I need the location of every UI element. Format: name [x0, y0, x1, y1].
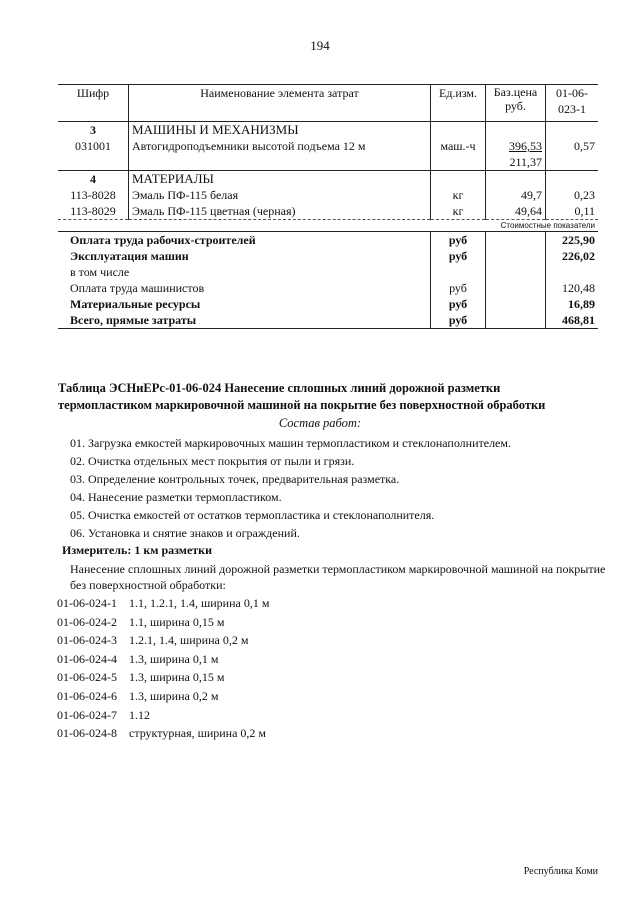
table-row [58, 138, 598, 171]
norm-code: 01-06-024-1 [57, 596, 117, 610]
resource-unit: кг [431, 203, 486, 220]
footer-region: Республика Коми [523, 866, 598, 877]
norm-text: 1.3, ширина 0,1 м [129, 651, 219, 666]
list-item: 06. Установка и снятие знаков и ограждений. [70, 526, 300, 540]
total-label: Оплата труда машинистов [70, 281, 205, 295]
resource-name: Автогидроподъемники высотой подъема 12 м [129, 138, 431, 171]
list-item: 02. Очистка отдельных мест покрытия от пыли и грязи. [70, 454, 355, 468]
resource-unit: маш.-ч [431, 138, 486, 171]
work-composition-title: Состав работ: [278, 416, 362, 430]
resource-value: 0,11 [546, 203, 599, 220]
norm-text: 1.1, ширина 0,15 м [129, 614, 225, 629]
table-row [58, 203, 598, 220]
norm-code: 01-06-024-6 [57, 688, 117, 703]
table-header-row [58, 85, 598, 122]
resource-price: 49,64 [486, 203, 546, 220]
resource-unit: кг [431, 187, 486, 203]
total-unit: руб [431, 280, 486, 296]
header-price: Баз.цена руб. [486, 85, 546, 122]
list-item: 01. Загрузка емкостей маркировочных машин термопластиком и стеклонаполнителем. [70, 436, 511, 450]
total-row [58, 264, 598, 280]
code-row [57, 687, 269, 706]
code-row [57, 594, 269, 613]
header-unit: Ед.изм. [431, 85, 486, 122]
resource-value: 0,57 [546, 138, 599, 171]
section-row [58, 122, 598, 139]
resource-price-main: 396,53 [509, 139, 542, 153]
resource-name: Эмаль ПФ-115 белая [129, 187, 431, 203]
total-value: 226,02 [546, 248, 599, 264]
total-row [58, 232, 598, 249]
total-unit [431, 264, 486, 280]
total-value: 225,90 [546, 232, 599, 249]
code-row [57, 613, 269, 632]
list-item: 05. Очистка емкостей от остатков термопластика и стеклонаполнителя. [70, 508, 435, 522]
norm-text: 1.1, 1.2.1, 1.4, ширина 0,1 м [129, 596, 270, 610]
cost-indicators-label: Стоимостные показатели [58, 220, 598, 232]
cost-table [58, 84, 598, 329]
code-row [57, 650, 269, 669]
list-item: 03. Определение контрольных точек, предварительная разметка. [70, 472, 400, 486]
resource-price-secondary: 211,37 [509, 155, 542, 169]
total-label: Всего, прямые затраты [58, 312, 431, 329]
section-heading-line: Таблица ЭСНиЕРс-01-06-024 Нанесение сплошных линий дорожной разметки [58, 381, 501, 395]
measure-unit: Измеритель: 1 км разметки [62, 543, 213, 557]
norm-code: 01-06-024-5 [57, 670, 117, 685]
norm-code: 01-06-024-8 [57, 726, 117, 741]
section-number: 4 [58, 171, 129, 188]
description: Нанесение сплошных линий дорожной разметки термопластиком маркировочной машиной на покрытие без поверхностной обработки: [70, 562, 606, 592]
norm-text: 1.12 [129, 707, 150, 722]
total-unit: руб [431, 312, 486, 329]
norm-text: 1.3, ширина 0,2 м [129, 688, 219, 703]
code-row [57, 668, 269, 687]
code-row [57, 724, 269, 743]
code-list [57, 594, 269, 743]
header-code: Шифр [58, 85, 129, 122]
total-row [58, 312, 598, 329]
section-title: МАТЕРИАЛЫ [129, 171, 431, 188]
total-row [58, 296, 598, 312]
total-label: Материальные ресурсы [70, 297, 201, 311]
norm-code: 01-06-024-4 [57, 651, 117, 666]
norm-text: 1.3, ширина 0,15 м [129, 670, 225, 685]
total-value [546, 264, 599, 280]
total-row [58, 248, 598, 264]
resource-name: Эмаль ПФ-115 цветная (черная) [129, 203, 431, 220]
header-norm-code: 01-06-023-1 [546, 85, 599, 122]
total-value: 120,48 [546, 280, 599, 296]
norm-code: 01-06-024-7 [57, 707, 117, 722]
total-unit: руб [431, 296, 486, 312]
resource-code: 113-8029 [70, 204, 116, 218]
resource-price [486, 138, 546, 171]
total-label: Оплата труда рабочих-строителей [58, 232, 431, 249]
total-row [58, 280, 598, 296]
resource-price: 49,7 [486, 187, 546, 203]
code-row [57, 631, 269, 650]
total-label: в том числе [70, 265, 130, 279]
section-heading [58, 380, 618, 414]
table-row [58, 187, 598, 203]
norm-code: 01-06-024-2 [57, 614, 117, 629]
section-row [58, 171, 598, 188]
resource-value: 0,23 [546, 187, 599, 203]
norm-text: структурная, ширина 0,2 м [129, 726, 267, 741]
resource-code: 113-8028 [70, 188, 116, 202]
page-number: 194 [310, 38, 330, 53]
norm-text: 1.2.1, 1.4, ширина 0,2 м [129, 633, 249, 648]
section-number: 3 [90, 123, 96, 137]
norm-code: 01-06-024-3 [57, 633, 117, 648]
cost-indicators-row [58, 220, 598, 232]
total-unit: руб [431, 232, 486, 249]
section-heading-line: термопластиком маркировочной машиной на покрытие без поверхностной обработки [58, 398, 546, 412]
code-row [57, 706, 269, 725]
header-name: Наименование элемента затрат [129, 85, 431, 122]
work-list [70, 434, 511, 542]
section-title: МАШИНЫ И МЕХАНИЗМЫ [129, 122, 431, 139]
resource-code: 031001 [75, 139, 111, 153]
total-value: 16,89 [546, 296, 599, 312]
total-value: 468,81 [546, 312, 599, 329]
total-label: Эксплуатация машин [70, 249, 189, 263]
total-unit: руб [431, 248, 486, 264]
list-item: 04. Нанесение разметки термопластиком. [70, 490, 282, 504]
